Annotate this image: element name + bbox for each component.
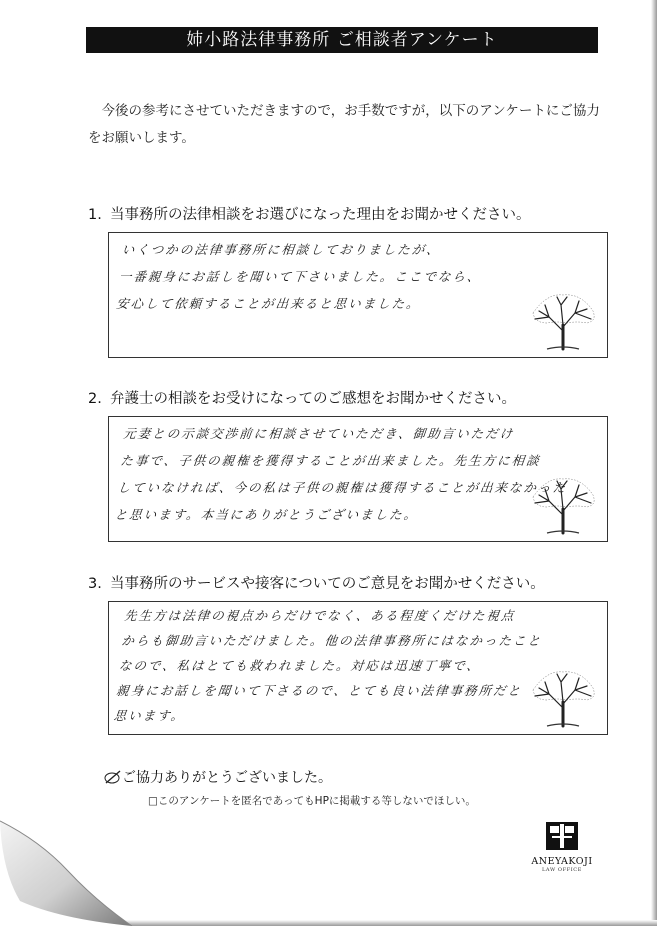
answer-line: 思います。: [112, 708, 187, 723]
logo-mark-icon: [542, 818, 582, 854]
answer-line: いくつかの法律事務所に相談しておりましたが、: [121, 242, 442, 257]
tree-icon: [527, 668, 599, 728]
page-curl: [0, 801, 135, 926]
thanks-message: [104, 767, 332, 787]
question-number: 3.: [88, 576, 102, 592]
answer-box-3: [108, 601, 608, 735]
answer-line: た事で、子供の親権を獲得することが出来ました。先生方に相談: [119, 453, 542, 468]
answer-line: と思います。本当にありがとうございました。: [113, 507, 420, 522]
answer-line: 安心して依頼することが出来ると思いました。: [115, 296, 422, 311]
question-number: 2.: [88, 391, 102, 407]
question-3-heading: [88, 572, 608, 593]
handwritten-answer: [115, 236, 522, 317]
answer-line: していなければ、今の私は子供の親権は獲得することが出来なかった: [116, 480, 568, 495]
answer-line: 先生方は法律の視点からだけでなく、ある程度くだけた視点: [123, 608, 517, 623]
answer-box-2: [108, 416, 608, 542]
handwritten-answer: [113, 420, 568, 528]
answer-box-1: [108, 232, 608, 358]
answer-line: からも御助言いただけました。他の法律事務所にはなかったこと: [120, 633, 543, 648]
pen-icon: [104, 770, 122, 784]
handwritten-answer: [112, 603, 543, 728]
thanks-text: ご協力ありがとうございました。: [122, 770, 332, 786]
question-text: 弁護士の相談をお受けになってのご感想をお聞かせください。: [110, 391, 516, 407]
question-text: 当事務所の法律相談をお選びになった理由をお聞かせください。: [110, 207, 531, 223]
answer-line: 親身にお話しを聞いて下さるので、とても良い法律事務所だと: [115, 683, 523, 698]
tree-icon: [527, 475, 599, 535]
answer-line: なので、私はとても救われました。対応は迅速丁寧で、: [118, 658, 482, 673]
intro-text: 今後の参考にさせていただきますので，お手数ですが，以下のアンケートにご協力をお願いします。: [88, 103, 600, 146]
page-edge-shadow: [651, 0, 657, 926]
firm-logo: [522, 818, 602, 906]
question-number: 1.: [88, 207, 102, 223]
logo-sub: LAW OFFICE: [542, 867, 582, 873]
tree-icon: [527, 291, 599, 351]
consent-checkbox-label[interactable]: □このアンケートを匿名であってもHPに掲載する等しないでほしい。: [148, 795, 476, 807]
question-1-heading: [88, 203, 608, 224]
logo-name: ANEYAKOJI: [531, 856, 593, 867]
answer-line: 一番親身にお話しを聞いて下さいました。ここでなら、: [118, 269, 483, 284]
page-title: 姉小路法律事務所 ご相談者アンケート: [86, 27, 598, 53]
question-2-heading: [88, 387, 608, 408]
question-text: 当事務所のサービスや接客についてのご意見をお聞かせください。: [110, 576, 545, 592]
answer-line: 元妻との示談交渉前に相談させていただき、御助言いただけ: [122, 426, 516, 441]
